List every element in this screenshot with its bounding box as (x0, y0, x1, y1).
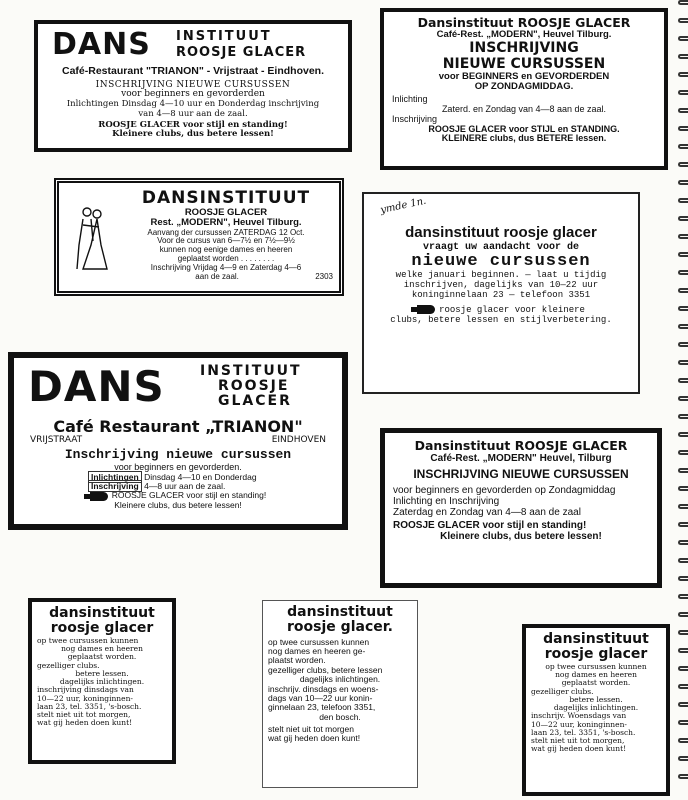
ad4-line2: welke januari beginnen. — laat u tijdig (395, 270, 607, 281)
ad5-line4-text: ROOSJE GLACER voor stijl en standing! (111, 490, 267, 501)
spiral-ring (678, 342, 688, 347)
ad4-line6: clubs, betere lessen en stijlverbetering. (390, 314, 612, 325)
ad6-line1: voor beginners en gevorderden op Zondagmiddag (393, 484, 616, 496)
ad-koninginnelaan-3 (262, 600, 418, 788)
spiral-ring (678, 720, 688, 725)
ad3-line4: geplaatst worden . . . . . . . . (177, 253, 275, 263)
spiral-ring (678, 216, 688, 221)
ad1-line3: Inlichtingen Dinsdag 4—10 uur en Donderdag inschrijving (66, 99, 320, 110)
ad1-line1: INSCHRIJVING NIEUWE CURSUSSEN (95, 79, 291, 90)
ad7-line7: inschrijving dinsdags van (37, 685, 134, 695)
ad8-line3: plaatst worden. (268, 655, 326, 666)
ad6-title: Dansinstituut ROOSJE GLACER (414, 438, 628, 453)
ad-modern-3 (380, 428, 662, 588)
spiral-ring (678, 36, 688, 41)
ad9-line4: gezelliger clubs. (531, 686, 594, 696)
ad9-line5: betere lessen. (569, 694, 623, 704)
spiral-ring (678, 504, 688, 509)
spiral-ring (678, 0, 688, 5)
ad2-title: Dansinstituut ROOSJE GLACER (417, 15, 631, 30)
spiral-ring (678, 468, 688, 473)
ad8-line4: gezelliger clubs, betere lessen (268, 664, 383, 675)
ad-koninginnenlaan-4 (522, 624, 670, 796)
ad3-line1: Aanvang der cursussen ZATERDAG 12 Oct. (147, 227, 305, 237)
spiral-ring (678, 414, 688, 419)
ad5-heading (24, 364, 332, 414)
ad-koninginnenlaan-2 (28, 598, 176, 764)
spiral-ring (678, 54, 688, 59)
spiral-ring (678, 306, 688, 311)
ad3-title: DANSINSTITUUT (141, 188, 311, 208)
ad8-line2: nog dames en heeren ge- (268, 646, 366, 657)
ad9-line9: laan 23, tel. 3351, 's-bosch. (531, 727, 636, 737)
ad5-line3a: Inschrijving (88, 480, 142, 492)
ad7-line5: betere lessen. (75, 668, 129, 678)
ad8-line1: op twee cursussen kunnen (268, 636, 370, 647)
ad7-line8: 10—22 uur, koninginnen- (37, 693, 133, 703)
ad7-line1: op twee cursussen kunnen (37, 635, 139, 645)
spiral-ring (678, 180, 688, 185)
ad1-line4: van 4—8 uur aan de zaal. (138, 108, 248, 119)
spiral-ring (678, 234, 688, 239)
ad5-city: EINDHOVEN (271, 434, 326, 445)
spiral-ring (678, 432, 688, 437)
ad3-line5: Inschrijving Vrijdag 4—9 en Zaterdag 4—6 (150, 262, 302, 272)
spiral-ring (678, 522, 688, 527)
ad5-line5: Kleinere clubs, dus betere lessen! (114, 499, 242, 510)
spiral-ring (678, 702, 688, 707)
ad9-line1: op twee cursussen kunnen (545, 661, 647, 671)
ad3-footer (119, 273, 333, 282)
ad9-line7: inschrijv. Woensdags van (531, 711, 627, 721)
spiral-ring (678, 630, 688, 635)
ad3-line3: kunnen nog eenige dames en heeren (159, 245, 293, 255)
spiral-ring (678, 18, 688, 23)
ad2-line6: ROOSJE GLACER voor STIJL en STANDING. (428, 123, 620, 134)
ad8-title1: dansinstituut (287, 604, 393, 620)
ad7-line6: dagelijks inlichtingen. (59, 677, 145, 687)
ad8-title2: roosje glacer. (287, 619, 393, 636)
spiral-ring (678, 162, 688, 167)
spiral-ring (678, 486, 688, 491)
spiral-ring (678, 666, 688, 671)
ad1-line6: Kleinere clubs, dus betere lessen! (112, 129, 274, 140)
spiral-ring (678, 396, 688, 401)
ad-trianon-2 (8, 352, 348, 530)
ad7-line4: gezelliger clubs. (37, 660, 100, 670)
ad-modern-1 (380, 8, 668, 170)
ad5-line1: voor beginners en gevorderden. (114, 461, 242, 472)
spiral-ring (678, 90, 688, 95)
spiral-ring (678, 576, 688, 581)
ad9-line10: stelt niet uit tot morgen, (531, 736, 625, 746)
ad2-heading2: NIEUWE CURSUSSEN (442, 55, 606, 72)
ad5-street: VRIJSTRAAT (30, 434, 83, 445)
ad7-line10: stelt niet uit tot morgen, (37, 710, 131, 720)
spiral-ring (678, 684, 688, 689)
dancing-couple-icon (73, 205, 111, 273)
ad7-line9: laan 23, tel. 3351, 's-bosch. (37, 701, 142, 711)
ad5-line2a: Inlichtingen (88, 471, 142, 483)
ad5-t2: ROOSJE (218, 378, 290, 394)
ad3-line6: aan de zaal. (195, 271, 239, 281)
spiral-ring (678, 540, 688, 545)
ad8-line8: ginnelaan 23, telefoon 3351, (268, 702, 376, 713)
spiral-ring (678, 612, 688, 617)
ad4-line4: koninginnelaan 23 — telefoon 3351 (411, 289, 591, 300)
spiral-ring (678, 756, 688, 761)
ad4-title: dansinstituut roosje glacer (405, 224, 597, 241)
ad-modern-2 (54, 178, 344, 296)
ad6-line2: Inlichting en Inschrijving (393, 495, 500, 507)
ad9-line11: wat gij heden doen kunt! (531, 744, 627, 754)
spiral-ring (678, 378, 688, 383)
spiral-ring (678, 108, 688, 113)
ad-trianon-1 (34, 20, 352, 152)
spiral-ring (678, 126, 688, 131)
ad5-venue: Café Restaurant „TRIANON" (53, 417, 303, 436)
spiral-ring (678, 72, 688, 77)
ad2-line5: Inschrijving (392, 113, 438, 124)
ad9-line2: nog dames en heeren (555, 670, 637, 680)
ad6-line4: ROOSJE GLACER voor stijl en standing! (393, 519, 587, 531)
ad8-line7: dags van 10—22 uur konin- (268, 692, 373, 703)
pointing-hand-icon (90, 492, 108, 501)
ad3-code: 2303 (315, 271, 333, 281)
spiral-ring (678, 450, 688, 455)
ad6-line3: Zaterdag en Zondag van 4—8 aan de zaal (393, 506, 581, 518)
ad4-heading: nieuwe cursussen (411, 251, 591, 271)
spiral-ring (678, 144, 688, 149)
ad7-title1: dansinstituut (49, 605, 155, 621)
ad9-title1: dansinstituut (543, 631, 649, 647)
ad2-line3: Inlichting (392, 93, 428, 104)
ad1-title-big: DANS (52, 27, 151, 62)
ad6-line5: Kleinere clubs, dus betere lessen! (440, 530, 602, 542)
pointing-hand-icon (417, 305, 435, 314)
spiral-ring (678, 324, 688, 329)
spiral-ring (678, 558, 688, 563)
ad7-line3: geplaatst worden. (67, 652, 137, 662)
spiral-ring (678, 288, 688, 293)
ad8-line6: inschrijv. dinsdags en woens- (268, 683, 379, 694)
ad1-title-line2: ROOSJE GLACER (176, 45, 307, 60)
ad9-line3: geplaatst worden. (561, 678, 631, 688)
ad3-venue: Rest. „MODERN", Heuvel Tilburg. (150, 217, 302, 229)
ad3-name: ROOSJE GLACER (184, 206, 268, 218)
ad5-title-big: DANS (28, 362, 165, 411)
spiral-ring (678, 738, 688, 743)
ad2-line4: Zaterd. en Zondag van 4—8 aan de zaal. (441, 103, 607, 114)
ad1-line5: ROOSJE GLACER voor stijl en standing! (98, 120, 288, 131)
ad5-t3: GLACER (218, 393, 292, 409)
ad9-line8: 10—22 uur, koninginnen- (531, 719, 627, 729)
ad8-line9: den bosch. (319, 711, 361, 722)
ad6-heading: INSCHRIJVING NIEUWE CURSUSSEN (413, 466, 629, 481)
ad8-line5: dagelijks inlichtingen. (299, 674, 381, 685)
ad2-line2: OP ZONDAGMIDDAG. (474, 81, 574, 93)
spiral-ring (678, 594, 688, 599)
ad5-address (24, 436, 332, 446)
ad5-line2b: Dinsdag 4—10 en Donderdag (144, 471, 257, 482)
spiral-binding (678, 0, 688, 800)
ad7-line11: wat gij heden doen kunt! (37, 718, 133, 728)
ad7-line2: nog dames en heeren (61, 644, 143, 654)
ad2-line7: KLEINERE clubs, dus BETERE lessen. (441, 133, 607, 144)
ad9-line6: dagelijks inlichtingen. (553, 703, 639, 713)
spiral-ring (678, 774, 688, 779)
spiral-ring (678, 252, 688, 257)
ad8-line11: wat gij heden doen kunt! (268, 733, 361, 744)
ad1-venue: Café-Restaurant "TRIANON" - Vrijstraat - Eindhoven. (62, 65, 324, 77)
ad4-line5-text: roosje glacer voor kleinere (439, 304, 585, 315)
ad1-line2: voor beginners en gevorderden (121, 89, 265, 100)
ad-koninginnelaan-1 (362, 192, 640, 394)
ad8-line10: stelt niet uit tot morgen (268, 723, 354, 734)
ad7-title2: roosje glacer (50, 620, 154, 637)
ad4-line1: vraagt uw aandacht voor de (422, 241, 580, 253)
ad5-heading1: Inschrijving nieuwe cursussen (64, 447, 292, 463)
ad5-line3b: 4—8 uur aan de zaal. (144, 481, 226, 492)
ad2-venue: Café-Rest. „MODERN", Heuvel Tilburg. (436, 28, 612, 40)
ad3-line2: Voor de cursus van 6—7½ en 7½—9½ (157, 236, 295, 246)
ad4-handwritten-note: ymde 1n. (379, 195, 428, 217)
spiral-ring (678, 198, 688, 203)
ad1-heading (44, 28, 342, 64)
spiral-ring (678, 648, 688, 653)
ad2-line1: voor BEGINNERS en GEVORDERDEN (438, 70, 610, 82)
ad6-venue: Café-Rest. „MODERN" Heuvel, Tilburg (430, 452, 612, 464)
spiral-ring (678, 270, 688, 275)
spiral-ring (678, 360, 688, 365)
ad4-line3: inschrijven, dagelijks van 10—22 uur (403, 280, 599, 291)
ad1-title-line1: INSTITUUT (176, 29, 272, 44)
ad5-t1: INSTITUUT (200, 363, 302, 379)
ad9-title2: roosje glacer (544, 646, 648, 663)
ad4-line5 (374, 305, 628, 316)
ad2-heading1: INSCHRIJVING (469, 40, 579, 57)
